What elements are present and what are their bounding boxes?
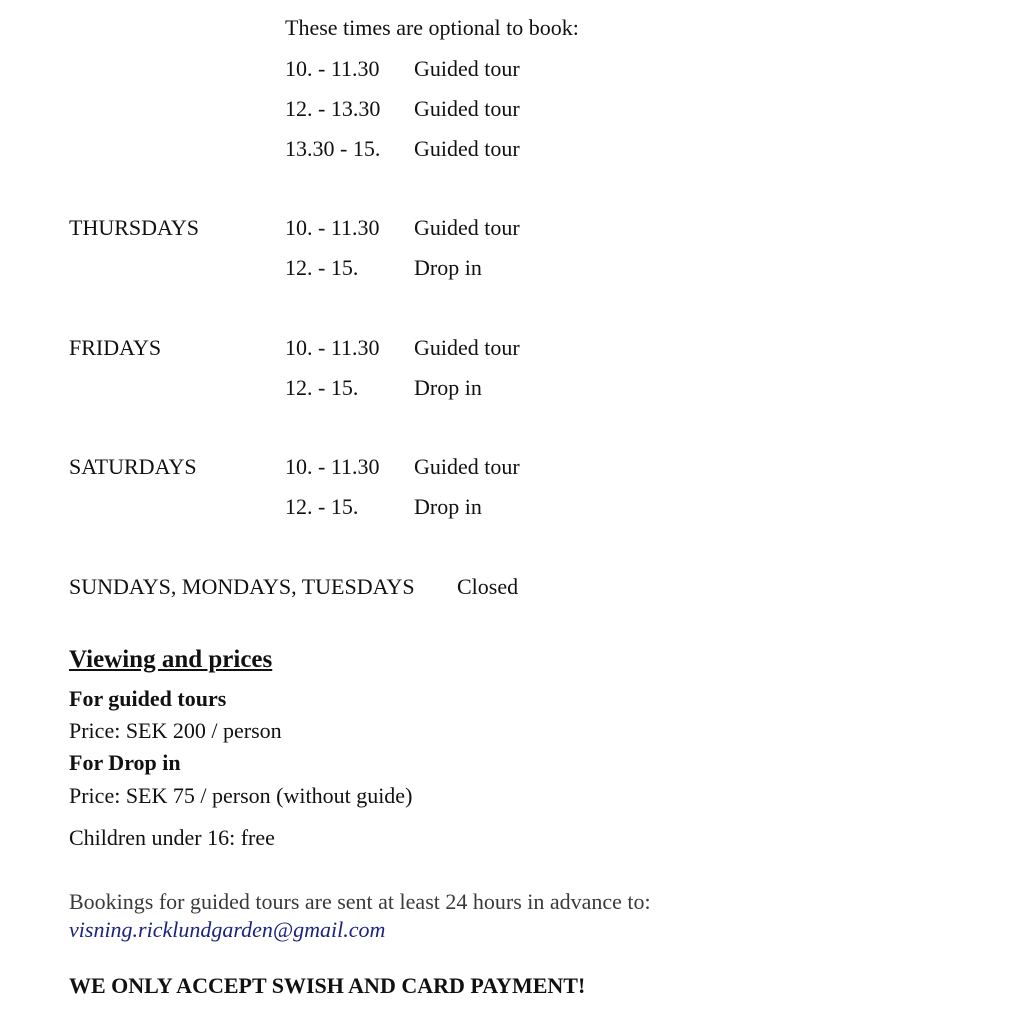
day-label-saturdays: SATURDAYS bbox=[69, 454, 197, 479]
thursdays-slot-2-time: 12. - 15. bbox=[285, 255, 359, 280]
optional-intro: These times are optional to book: bbox=[285, 15, 579, 40]
saturdays-slot-1-activity: Guided tour bbox=[414, 454, 520, 479]
day-label-fridays: FRIDAYS bbox=[69, 335, 162, 360]
saturdays-slot-1-time: 10. - 11.30 bbox=[285, 454, 380, 479]
day-label-thursdays: THURSDAYS bbox=[69, 215, 200, 240]
booking-email-link[interactable]: visning.ricklundgarden@gmail.com bbox=[69, 917, 386, 942]
optional-slot-2-time: 12. - 13.30 bbox=[285, 96, 381, 121]
closed-days: SUNDAYS, MONDAYS, TUESDAYS bbox=[69, 574, 415, 599]
prices-heading: Viewing and prices bbox=[69, 646, 273, 673]
children-price: Children under 16: free bbox=[69, 825, 275, 850]
saturdays-slot-2-time: 12. - 15. bbox=[285, 494, 359, 519]
optional-slot-3-time: 13.30 - 15. bbox=[285, 136, 381, 161]
thursdays-slot-1-time: 10. - 11.30 bbox=[285, 215, 380, 240]
closed-status: Closed bbox=[457, 574, 519, 599]
optional-slot-1-activity: Guided tour bbox=[414, 56, 520, 81]
drop-in-label: For Drop in bbox=[69, 750, 181, 775]
optional-slot-1-time: 10. - 11.30 bbox=[285, 56, 380, 81]
fridays-slot-1-time: 10. - 11.30 bbox=[285, 335, 380, 360]
fridays-slot-1-activity: Guided tour bbox=[414, 335, 520, 360]
booking-text: Bookings for guided tours are sent at least 24 hours in advance to: bbox=[69, 889, 651, 914]
thursdays-slot-2-activity: Drop in bbox=[414, 255, 482, 280]
thursdays-slot-1-activity: Guided tour bbox=[414, 215, 520, 240]
guided-tours-price: Price: SEK 200 / person bbox=[69, 718, 282, 743]
saturdays-slot-2-activity: Drop in bbox=[414, 494, 482, 519]
fridays-slot-2-activity: Drop in bbox=[414, 375, 482, 400]
optional-slot-2-activity: Guided tour bbox=[414, 96, 520, 121]
optional-slot-3-activity: Guided tour bbox=[414, 136, 520, 161]
payment-notice: WE ONLY ACCEPT SWISH AND CARD PAYMENT! bbox=[69, 973, 586, 998]
fridays-slot-2-time: 12. - 15. bbox=[285, 375, 359, 400]
drop-in-price: Price: SEK 75 / person (without guide) bbox=[69, 783, 413, 808]
guided-tours-label: For guided tours bbox=[69, 686, 227, 711]
